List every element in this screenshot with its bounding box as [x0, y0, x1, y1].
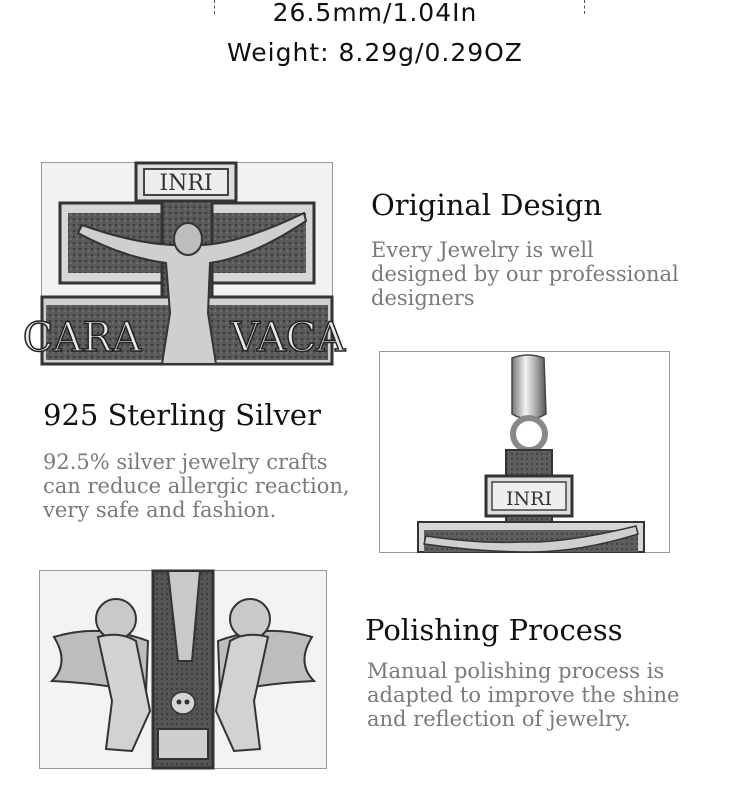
feature-desc-sterling-silver [43, 450, 350, 522]
desc-line: and reflection of jewelry. [367, 707, 631, 731]
inri-plaque-text: INRI [506, 488, 552, 510]
feature-title-sterling-silver: 925 Sterling Silver [43, 398, 321, 432]
desc-line: designers [371, 286, 475, 310]
feature-desc-original-design [371, 238, 679, 310]
cara-text: CARA [22, 315, 142, 361]
feature-title-polishing-process: Polishing Process [365, 613, 623, 647]
desc-line: Every Jewelry is well [371, 238, 594, 262]
desc-line: Manual polishing process is [367, 659, 665, 683]
desc-line: designed by our professional [371, 262, 679, 286]
desc-line: very safe and fashion. [43, 498, 277, 522]
pendant-bail-photo [379, 351, 670, 553]
vaca-text: VACA [230, 315, 346, 361]
weight-spec: Weight: 8.29g/0.29OZ [227, 38, 523, 67]
desc-line: 92.5% silver jewelry crafts [43, 450, 328, 474]
cross-closeup-photo [22, 162, 346, 365]
desc-line: adapted to improve the shine [367, 683, 680, 707]
size-spec: 26.5mm/1.04In [272, 0, 478, 27]
feature-title-original-design: Original Design [371, 188, 603, 222]
feature-desc-polishing-process [367, 659, 679, 731]
desc-line: can reduce allergic reaction, [43, 474, 350, 498]
angels-closeup-photo [39, 570, 327, 769]
inri-plaque-text: INRI [159, 171, 213, 196]
